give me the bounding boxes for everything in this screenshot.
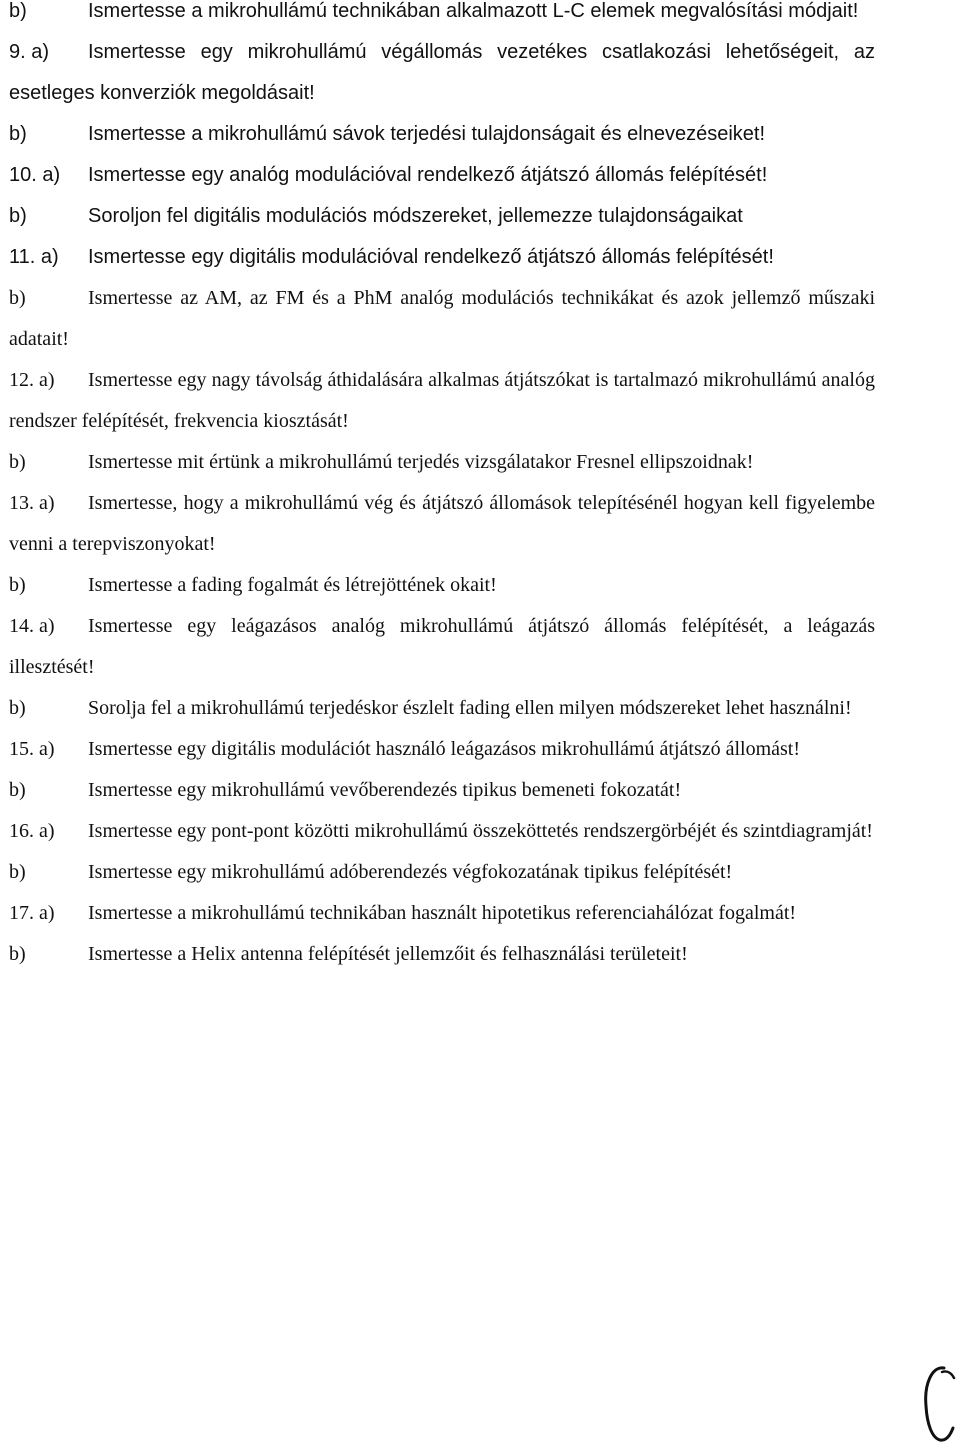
question-text: Ismertesse egy mikrohullámú vevőberendezés tipikus bemeneti fokozatát! [88, 779, 682, 801]
question-label: 14. a) [9, 615, 55, 637]
question-label: 17. a) [9, 902, 55, 924]
question-text: Ismertesse a Helix antenna felépítését jellemzőit és felhasználási területeit! [88, 943, 688, 965]
question-label: b) [9, 574, 26, 596]
question-label: b) [9, 123, 27, 145]
question-text: Ismertesse, hogy a mikrohullámú vég és átjátszó állomások telepítésénél hogyan kell figyelembe venni a terepviszonyokat! [9, 492, 875, 555]
question-label: b) [9, 451, 26, 473]
question-12a [9, 360, 875, 442]
question-label: b) [9, 697, 26, 719]
question-label: 9. a) [9, 41, 50, 63]
question-label: b) [9, 779, 26, 801]
question-text: Ismertesse a mikrohullámú technikában alkalmazott L-C elemek megvalósítási módjait! [88, 0, 859, 22]
question-11b [9, 278, 875, 360]
question-8b [9, 0, 875, 32]
question-13a [9, 483, 875, 565]
question-14a [9, 606, 875, 688]
question-9b [9, 114, 875, 155]
document-page [9, 0, 875, 975]
question-label: b) [9, 861, 26, 883]
question-text: Ismertesse egy mikrohullámú adóberendezés végfokozatának tipikus felépítését! [88, 861, 733, 883]
question-11a [9, 237, 875, 278]
handwritten-mark-icon [918, 1364, 958, 1444]
question-text: Ismertesse egy analóg modulációval rendelkező átjátszó állomás felépítését! [88, 164, 768, 186]
question-text: Ismertesse egy digitális modulációval rendelkező átjátszó állomás felépítését! [88, 246, 774, 268]
question-17a [9, 893, 875, 934]
question-14b [9, 688, 875, 729]
question-label: b) [9, 943, 26, 965]
question-text: Ismertesse egy digitális modulációt használó leágazásos mikrohullámú átjátszó állomást! [88, 738, 801, 760]
question-9a [9, 32, 875, 114]
question-text: Ismertesse a fading fogalmát és létrejöttének okait! [88, 574, 497, 596]
question-15a [9, 729, 875, 770]
question-17b [9, 934, 875, 975]
question-text: Ismertesse egy leágazásos analóg mikrohullámú átjátszó állomás felépítését, a leágazás illesztését! [9, 615, 875, 678]
question-text: Ismertesse egy mikrohullámú végállomás vezetékes csatlakozási lehetőségeit, az esetleges konverziók megoldásait! [9, 41, 875, 104]
question-label: 11. a) [9, 246, 59, 268]
question-label: b) [9, 0, 27, 22]
question-label: 13. a) [9, 492, 55, 514]
question-text: Ismertesse a mikrohullámú technikában használt hipotetikus referenciahálózat fogalmát! [88, 902, 797, 924]
question-label: 15. a) [9, 738, 55, 760]
question-text: Soroljon fel digitális modulációs módszereket, jellemezze tulajdonságaikat [88, 205, 743, 227]
question-label: 10. a) [9, 164, 61, 186]
question-text: Ismertesse egy pont-pont közötti mikrohullámú összeköttetés rendszergörbéjét és szintdiagramját! [88, 820, 873, 842]
question-13b [9, 565, 875, 606]
question-10b [9, 196, 875, 237]
question-label: 12. a) [9, 369, 55, 391]
question-12b [9, 442, 875, 483]
question-text: Ismertesse mit értünk a mikrohullámú terjedés vizsgálatakor Fresnel ellipszoidnak! [88, 451, 754, 473]
question-10a [9, 155, 875, 196]
question-label: 16. a) [9, 820, 55, 842]
question-text: Ismertesse az AM, az FM és a PhM analóg modulációs technikákat és azok jellemző műszaki adatait! [9, 287, 875, 350]
question-text: Ismertesse egy nagy távolság áthidalására alkalmas átjátszókat is tartalmazó mikrohullámú analóg rendszer felépítését, frekvencia kiosztását! [9, 369, 875, 432]
question-text: Sorolja fel a mikrohullámú terjedéskor észlelt fading ellen milyen módszereket lehet használni! [88, 697, 852, 719]
question-16a [9, 811, 875, 852]
question-label: b) [9, 205, 27, 227]
question-label: b) [9, 287, 26, 309]
question-15b [9, 770, 875, 811]
question-16b [9, 852, 875, 893]
question-text: Ismertesse a mikrohullámú sávok terjedési tulajdonságait és elnevezéseiket! [88, 123, 766, 145]
